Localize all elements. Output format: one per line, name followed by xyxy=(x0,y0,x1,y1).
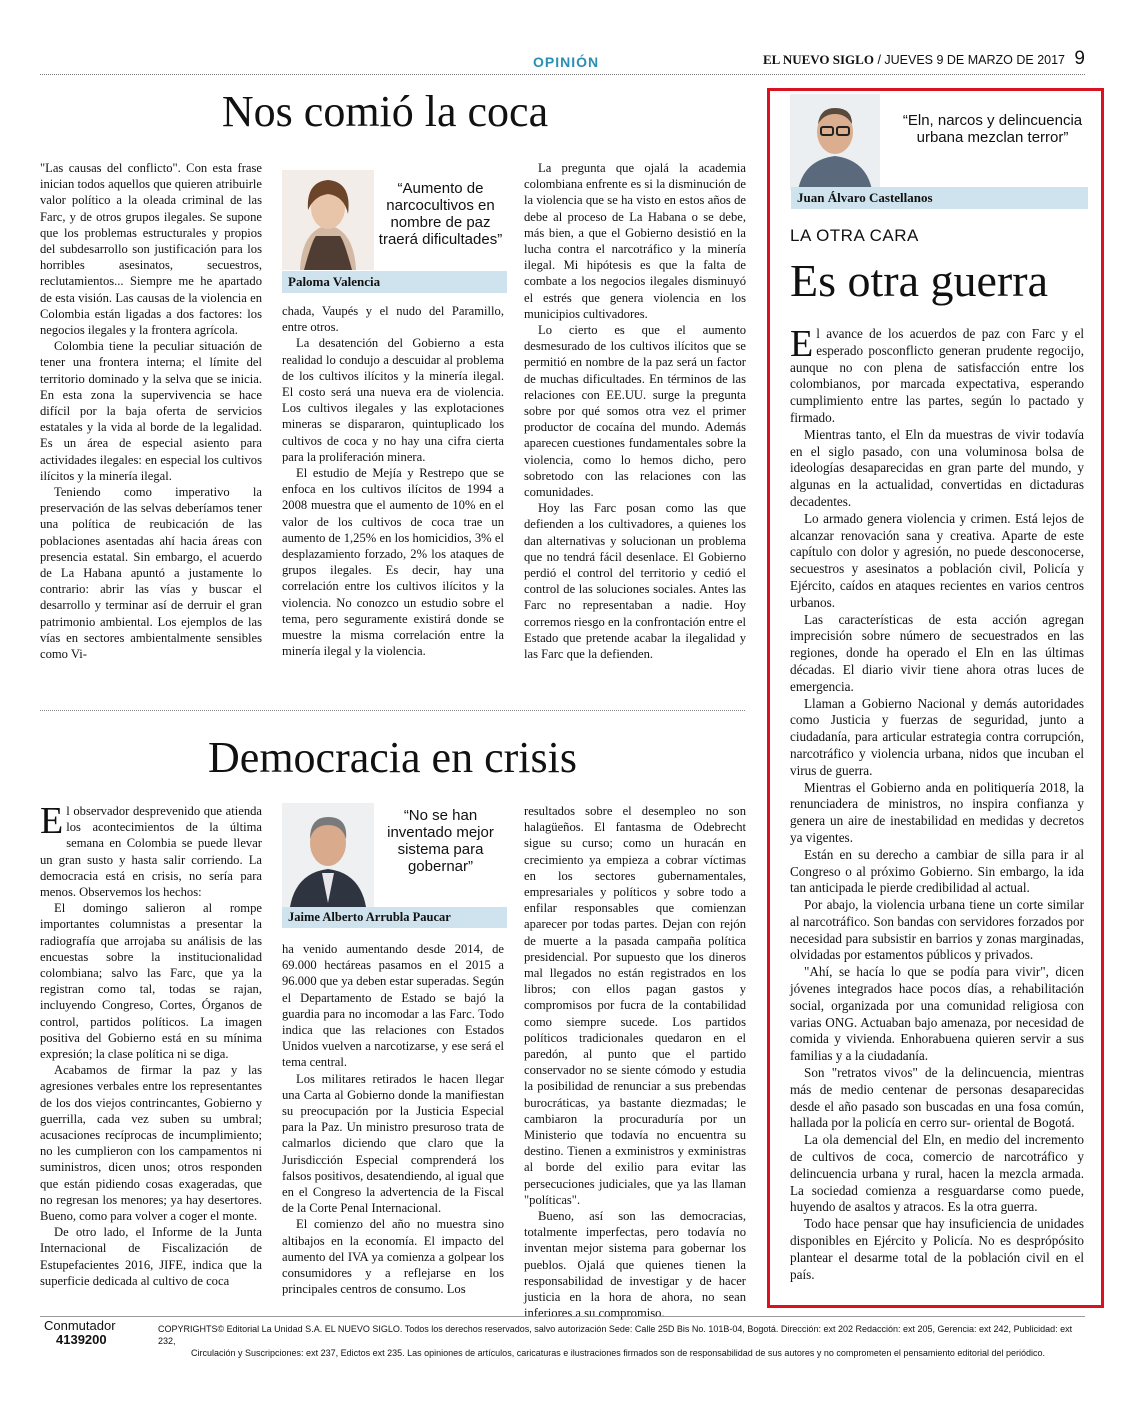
article3-body xyxy=(790,323,1084,1283)
paragraph: Los militares retirados le hacen llegar una Carta al Gobierno donde la manifiestan su preocupación por la Justicia Especial para la Paz. Un ministro presuroso trata de calmarlos diciendo que claro que la Jurisdicción Especial comprenderá los falsos positivos, desatendiendo, al igual que en el Congreso la advertencia de la Fiscal de la Corte Penal Internacional. xyxy=(282,1071,504,1216)
paragraph: Llaman a Gobierno Nacional y demás autoridades como Justicia y fuerzas de seguridad, junto a ciudadanía, para articular estrategia contra corrupción, narcotráfico y violencia urbana, nidos que incuban el virus de guerra. xyxy=(790,695,1084,778)
section-label: OPINIÓN xyxy=(533,54,600,70)
drop-cap: E xyxy=(790,323,814,365)
switchboard-label: Conmutador xyxy=(44,1318,116,1333)
paragraph: Todo hace pensar que hay insuficiencia de unidades disponibles en Ejército y Policía. No es desprópósito plantear el desarme total de la población civil en el país. xyxy=(790,1216,1084,1282)
paragraph xyxy=(40,800,262,900)
page-number: 9 xyxy=(1074,48,1085,69)
paragraph: ha venido aumentando desde 2014, de 69.000 hectáreas pasamos en el 2015 a 96.000 que ya deben estar superadas. Según el Departamento de Estado se bajó la guardia para no incomodar a las Farc. Todo indica que las relaciones con Estados Unidos vuelven a narcotizarse, y ese será el tema central. xyxy=(282,942,504,1070)
paragraph: Hoy las Farc posan como las que defienden a los cultivadores, a quienes los dan alternativas y solucionan un problema que no tendrá fácil desenlace. El Gobierno perdió el control del territorio y cedió el control de las soluciones sociales. Antes las Farc no representaban a nadie. Hoy corremos riesgo en la confrontación entre el Estado que pretende acabar la ilegalidad y las Farc que la defienden. xyxy=(524,501,746,662)
paragraph-text: l observador desprevenido que atienda los acontecimientos de la última semana en Colombia se puede llevar un gran susto y hasta salir corriendo. La democracia está en crisis, no sería para menos. Observemos los hechos: xyxy=(40,804,262,900)
paragraph: Colombia tiene la peculiar situación de tener una frontera interna; el límite del territorio dominado y la selva que se inicia. En esta zona la supervivencia se hace difícil por la baja oferta de servicios estatales y la vida al borde de la legalidad. Es un área de especial asiento para actividades ilegales: en especial los cultivos ilícitos y la minería ilegal. xyxy=(40,339,262,483)
paragraph: Mientras tanto, el Eln da muestras de vivir todavía en el siglo pasado, con una voluminosa bolsa de ideologías desaparecidas en gran parte del mundo, y algunas en la actualidad, convertidas en dictaduras decadentes. xyxy=(790,426,1084,509)
paragraph: Bueno, así son las democracias, totalmente imperfectas, pero todavía no inventan mejor sistema para gobernar los pueblos. Ojalá que quienes tienen la responsabilidad de investigar y de hacer justicia en la hora de ahora, no sean inferiores a su compromiso. xyxy=(524,1209,746,1321)
portrait-image xyxy=(790,94,880,190)
paragraph: "Ahí, se hacía lo que se podía para vivir", dicen jóvenes integrados hace pocos días, a rehabilitación social, organizada por una comunidad religiosa con varias ONG. Actuaban bajo amenaza, por necesidad de comida y vivienda. Enhorabuena quieren servir a sus familias y a la ciudadanía. xyxy=(790,964,1084,1064)
paragraph: chada, Vaupés y el nudo del Paramillo, entre otros. xyxy=(282,304,504,335)
masthead xyxy=(763,52,1065,68)
paragraph: "Las causas del conflicto". Con esta frase inician todos aquellos que quieren atribuirle valor político a la oleada criminal de las Farc, y de otros grupos ilegales. Se supone que los problemas estructurales y propios del subdesarrollo son justificación para los horribles asesinatos, secuestros, reclutamientos... Siempre me he apartado de esta visión. Las causas de la violencia en Colombia están ligadas a dos factores: los negocios ilegales y la frontera agrícola. xyxy=(40,161,262,338)
article3-title: Es otra guerra xyxy=(790,255,1048,306)
article2-quote: “No se han inventado mejor sistema para gobernar” xyxy=(387,807,494,875)
paragraph: Las características de esta acción agregan imprecisión sobre número de secuestrados en las regiones, donde ha operado el Eln en las últimas décadas. El diario vivir tiene ahora otras luces de emergencia. xyxy=(790,611,1084,694)
copyright-line: COPYRIGHTS© Editorial La Unidad S.A. EL NUEVO SIGLO. Todos los derechos reservados, salvo autorización Sede: Calle 25D Bis No. 101B-04, Bogotá. Dirección: ext 202 Redacción: ext 205, Gerencia: ext 242, Publicidad: ext 232, xyxy=(158,1324,1073,1346)
paragraph: Lo armado genera violencia y crimen. Está lejos de alcanzar renovación sana y creativa. Aparte de este capítulo con dolor y agresión, no puede desconocerse, secuestros y asesinatos a población civil, Policía y Ejército, caídos en ataques recientes en varios centros urbanos. xyxy=(790,510,1084,610)
paragraph: El estudio de Mejía y Restrepo que se enfoca en los cultivos ilícitos de 1994 a 2008 muestra que el aumento de 10% en el valor de los cultivos de coca trae un aumento de 1,25% en los homicidios, 3% el desplazamiento forzado, 2% los ataques de grupos ilegales. Es decir, hay una correlación entre los cultivos ilícitos y la violencia. No conozco un estudio sobre el tema, pero seguramente existirá donde se muestre la misma correlación entre la minería ilegal y la violencia. xyxy=(282,466,504,659)
paragraph: La desatención del Gobierno a esta realidad lo condujo a descuidar al problema de los cultivos ilícitos y la minería ilegal. El costo será una nueva era de violencia. Los cultivos ilegales y las explotaciones mineras se dispararon, quintuplicado los cultivos de coca y no hay una cifra cierta para la proliferación minera. xyxy=(282,336,504,464)
article2-pullquote-box xyxy=(282,803,507,927)
paragraph: Mientras el Gobierno anda en politiquería 2018, la renunciadera de ministros, no inspira confianza y genera un aire de inestabilidad en medidas y decretos ya vigentes. xyxy=(790,779,1084,845)
article-divider xyxy=(40,710,745,711)
paragraph: De otro lado, el Informe de la Junta Internacional de Fiscalización de Estupefacientes 2016, JIFE, indica que la superficie dedicada al cultivo de coca xyxy=(40,1225,262,1288)
paragraph-text: l avance de los acuerdos de paz con Farc y el esperado posconflicto generan prudente regocijo, aunque no con plena de satisfacción entre los colombianos, por marcada expectativa, esperando cumplimiento entre las partes, según lo pactado y firmado. xyxy=(790,326,1084,425)
paragraph: resultados sobre el desempleo no son halagüeños. El fantasma de Odebrecht sigue su curso; como un huracán en crecimiento ya empieza a cobrar víctimas en los sectores gubernamentales, empresariales y políticos y sobre todo a enfilar responsables que comienzan aparecer por todas partes. Dejan con rejón de muerte a la pasada campaña política presidencial. Por supuesto que los dineros mal llegados no están registrados en los libros; con ellos pagan gastos y compromisos por fucra de la contabilidad como siempre sucede. Los partidos políticos tradicionales quedaron en el paredón, al punto que el partido conservador no se siente cómodo y estudia la posibilidad de renunciar a sus prebendas burocráticas, ya bastante diezmadas; le cambiaron la procuraduría por un Ministerio que todavía no encuentra su destino. Tienen a exministros y exministras al borde del exilio para evitar las persecuciones judiciales, que ya las llaman "políticas". xyxy=(524,804,746,1207)
paragraph: Lo cierto es que el aumento desmesurado de los cultivos ilícitos que se permitió en nombre de la paz será un factor de muchas dificultades. En términos de las relaciones con EE.UU. surge la pregunta sobre por qué somos otra vez el primer productor de cocaína del mundo. Además aparecen cuestiones fundamentales sobre la violencia, como lo hemos dicho, pero sobretodo con las relaciones con las comunidades. xyxy=(524,323,746,500)
article3-quote: “Eln, narcos y delincuencia urbana mezclan terror” xyxy=(902,112,1083,146)
article1-col1 xyxy=(40,160,262,662)
paragraph: La pregunta que ojalá la academia colombiana enfrente es si la disminución de la violencia que se ha visto en estos años de debe al proceso de La Habana o se debe, más bien, a que el Gobierno desistió en la lucha contra el narcotráfico y la minería ilegal. Mi hipótesis es que la falta de combate a los negocios ilegales disminuyó el estrés que genera violencia en los municipios cultivadores. xyxy=(524,161,746,321)
header-rule xyxy=(40,74,1085,75)
article1-title: Nos comió la coca xyxy=(221,87,549,136)
article2-author: Jaime Alberto Arrubla Paucar xyxy=(282,907,507,928)
article3-author: Juan Álvaro Castellanos xyxy=(791,187,1088,209)
footer-rule xyxy=(40,1316,1085,1317)
copyright-line: Circulación y Suscripciones: ext 237, Edictos ext 235. Las opiniones de artículos, caricaturas e ilustraciones firmados son de responsabilidad de sus autores y no comprometen el pensamiento editorial del periódico. xyxy=(191,1348,1045,1358)
copyright xyxy=(158,1323,1078,1359)
paragraph: Teniendo como imperativo la preservación de las selvas deberíamos tener una política de reubicación de las poblaciones asentadas ahí hacia áreas con presencia estatal. Sin embargo, el acuerdo de La Habana apuntó a justamente lo contrario: abrir las vías y buscar el desarrollo y terminar así de derruir el gran patrimonio ambiental. Los ejemplos de las vías en sectores ambientalmente sensibles como Vi- xyxy=(40,485,262,662)
paragraph: Por abajo, la violencia urbana tiene un corte similar al narcotráfico. Son bandas con servidores forzados por necesidad para subsistir en barrios y zonas marginadas, olvidadas por estamentos públicos y privados. xyxy=(790,897,1084,963)
issue-date: / JUEVES 9 DE MARZO DE 2017 xyxy=(877,53,1065,67)
paragraph: Son "retratos vivos" de la delincuencia, mientras más de medio centenar de personas desaparecidas desde el año pasado son buscadas en una fosa común, hallada por la policía en cerro sur- oriental de Bogotá. xyxy=(790,1065,1084,1131)
paragraph: Están en su derecho a cambiar de silla para ir al Congreso o al próximo Gobierno. Sin embargo, la ida tan anticipada le pierde credibilidad al actual. xyxy=(790,846,1084,896)
article2-title: Democracia en crisis xyxy=(208,733,577,782)
author-photo xyxy=(282,803,374,907)
paragraph xyxy=(790,323,1084,427)
drop-cap: E xyxy=(40,800,64,842)
author-photo xyxy=(790,94,880,190)
article1-col3 xyxy=(524,160,746,662)
switchboard-number: 4139200 xyxy=(56,1332,107,1347)
portrait-image xyxy=(282,803,374,907)
article1-quote: “Aumento de narcocultivos en nombre de paz traerá dificultades” xyxy=(378,180,503,248)
article2-col3 xyxy=(524,803,746,1322)
paper-name: EL NUEVO SIGLO xyxy=(762,52,874,67)
paragraph: Acabamos de firmar la paz y las agresiones verbales entre los representantes de los dos viejos contrincantes, Gobierno y guerrilla, cada vez suben su umbral; acusaciones recíprocas de incumplimiento; no les cumplieron con los campamentos ni suministros, dicen unos; otros responden que están pidiendo cosas exageradas, que no regresan los menores; ya hay desertores. Bueno, como para volver a coger el monte. xyxy=(40,1063,262,1224)
switchboard xyxy=(44,1319,116,1347)
article1-author: Paloma Valencia xyxy=(282,271,507,293)
paragraph: El comienzo del año no muestra sino altibajos en la economía. El impacto del aumento del IVA ya comienza a golpear los consumidores y a reflejarse en los principales centros de consumo. Los xyxy=(282,1217,504,1297)
article2-col2 xyxy=(282,941,504,1297)
paragraph: El domingo salieron al rompe importantes columnistas a presentar la radiografía que arrojaba su análisis de las encuestas sobre la institucionalidad colombiana; salvo las Farc, que ya la registran como tal, todas se rajan, incluyendo Congreso, Cortes, Órganos de control, partidos políticos. La imagen positiva del Gobierno está en su mínima expresión; la clase política ni se diga. xyxy=(40,901,262,1062)
paragraph: La ola demencial del Eln, en medio del incremento de cultivos de coca, comercio de narcotráfico y delincuencia urbana y rural, hacen la mezcla armada. La sociedad comienza a resguardarse como puede, huyendo de asaltos y atracos. Es la otra guerra. xyxy=(790,1132,1084,1215)
portrait-image xyxy=(282,170,374,270)
article1-pullquote-box xyxy=(282,170,507,292)
article2-col1 xyxy=(40,800,262,1289)
author-photo xyxy=(282,170,374,270)
article1-col2 xyxy=(282,303,504,659)
article3-kicker: LA OTRA CARA xyxy=(790,226,919,245)
